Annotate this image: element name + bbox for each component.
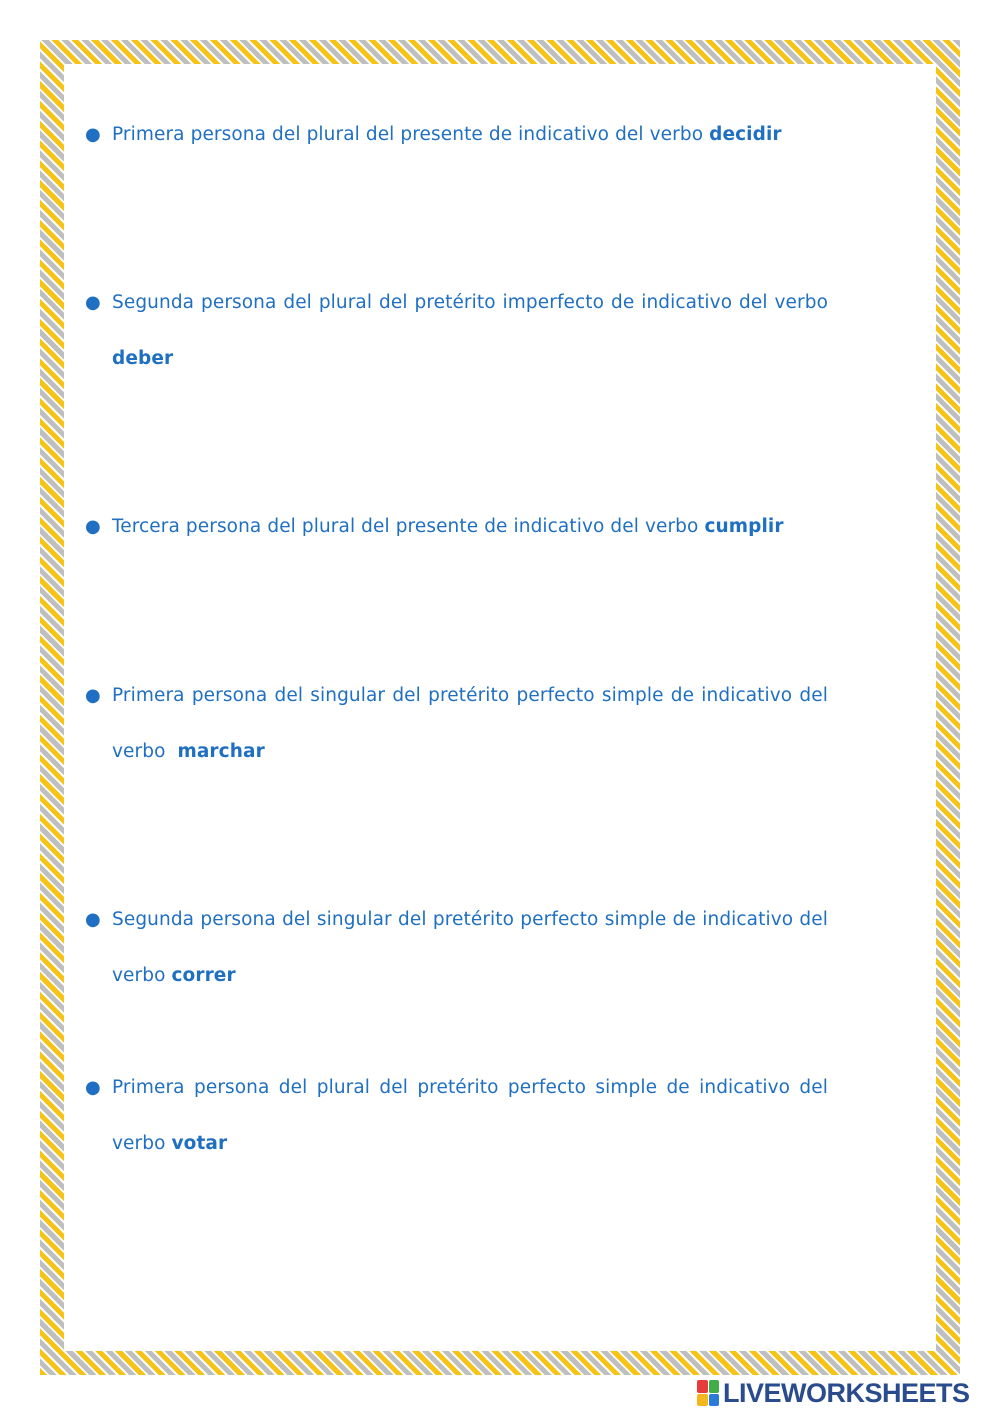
exercise-item-2 xyxy=(85,275,828,387)
exercise-item-6 xyxy=(85,1060,828,1172)
verb-label: marchar xyxy=(177,741,265,762)
prompt-text: Tercera persona del plural del presente de indicativo del verbo xyxy=(112,516,699,537)
prompt-text-line2: verbo xyxy=(112,741,166,762)
verb-label: deber xyxy=(112,348,174,369)
prompt-text: Primera persona del plural del presente de indicativo del verbo xyxy=(112,124,704,145)
bullet-icon: ● xyxy=(85,909,101,930)
verb-label: cumplir xyxy=(704,516,784,537)
liveworksheets-logo xyxy=(697,1378,970,1408)
exercise-item-3 xyxy=(85,499,828,555)
prompt-text-line2: verbo xyxy=(112,1133,166,1154)
bullet-icon: ● xyxy=(85,685,101,706)
bullet-icon: ● xyxy=(85,516,101,537)
bullet-icon: ● xyxy=(85,1077,101,1098)
bullet-icon: ● xyxy=(85,292,101,313)
bullet-icon: ● xyxy=(85,124,101,145)
prompt-text-line1: Primera persona del plural del pretérito perfecto simple de indicativo del xyxy=(112,1077,828,1098)
exercise-text xyxy=(112,107,828,163)
prompt-text-line1: Segunda persona del singular del pretérito perfecto simple de indicativo del xyxy=(112,909,828,930)
exercise-item-1 xyxy=(85,107,828,163)
verb-label: votar xyxy=(171,1133,228,1154)
prompt-text-line2: verbo xyxy=(112,965,166,986)
exercise-item-4 xyxy=(85,668,828,780)
logo-icon xyxy=(697,1380,719,1406)
exercise-text-line2 xyxy=(112,724,828,780)
verb-label: correr xyxy=(171,965,236,986)
exercise-text xyxy=(112,499,828,555)
prompt-text-line1: Segunda persona del plural del pretérito imperfecto de indicativo del verbo xyxy=(112,292,828,313)
exercise-text-line2 xyxy=(112,331,828,387)
logo-text: LIVEWORKSHEETS xyxy=(723,1377,970,1408)
exercise-text-line2 xyxy=(112,1116,828,1172)
verb-label: decidir xyxy=(709,124,782,145)
prompt-text-line1: Primera persona del singular del pretérito perfecto simple de indicativo del xyxy=(112,685,828,706)
exercise-text-line2 xyxy=(112,948,828,1004)
exercise-item-5 xyxy=(85,892,828,1004)
